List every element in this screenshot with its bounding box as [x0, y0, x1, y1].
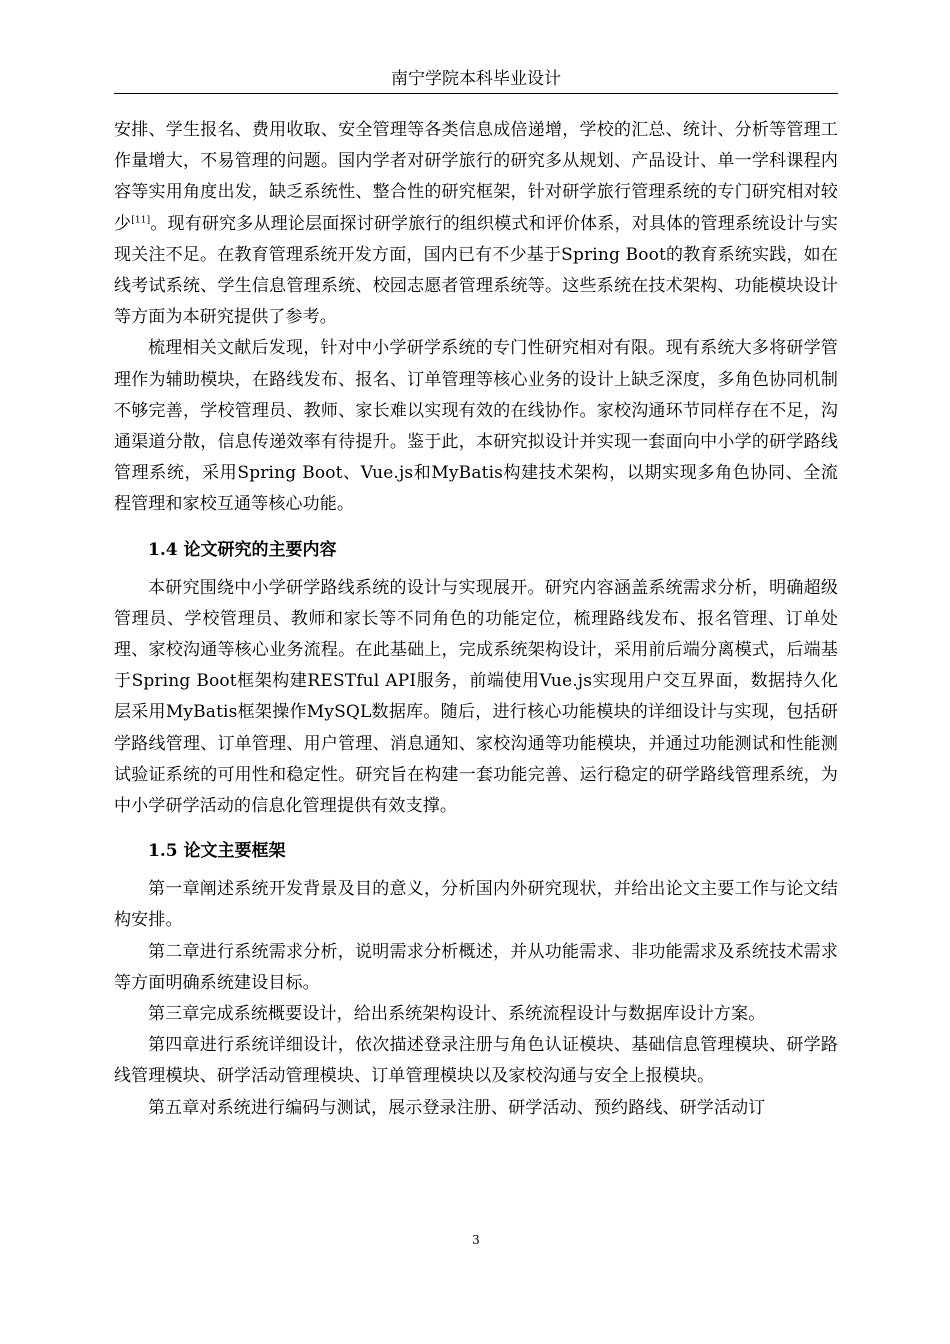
paragraph: 第四章进行系统详细设计，依次描述登录注册与角色认证模块、基础信息管理模块、研学路线管理模块、研学活动管理模块、订单管理模块以及家校沟通与安全上报模块。: [114, 1035, 838, 1087]
paragraph: 第二章进行系统需求分析，说明需求分析概述，并从功能需求、非功能需求及系统技术需求等方面明确系统建设目标。: [114, 941, 838, 993]
running-header: 南宁学院本科毕业设计: [391, 69, 561, 89]
paragraph-continued: [114, 115, 838, 333]
paragraph: 第三章完成系统概要设计，给出系统架构设计、系统流程设计与数据库设计方案。: [148, 1004, 766, 1025]
citation-ref: [11]: [131, 214, 151, 225]
page-body: [114, 115, 838, 1124]
paragraph-text: 安排、学生报名、费用收取、安全管理等各类信息成倍递增，学校的汇总、统计、分析等管理工作量增大，不易管理的问题。国内学者对研学旅行的研究多从规划、产品设计、单一学科课程内容等实用角度出发，缺乏系统性、整合性的研究框架，针对研学旅行管理系统的专门研究相对较少: [114, 120, 838, 234]
paragraph: 梳理相关文献后发现，针对中小学研学系统的专门性研究相对有限。现有系统大多将研学管理作为辅助模块，在路线发布、报名、订单管理等核心业务的设计上缺乏深度，多角色协同机制不够完善，学校管理员、教师、家长难以实现有效的在线协作。家校沟通环节同样存在不足，沟通渠道分散，信息传递效率有待提升。鉴于此，本研究拟设计并实现一套面向中小学的研学路线管理系统，采用Spring Boot、Vue.js和MyBatis构建技术架构，以期实现多角色协同、全流程管理和家校互通等核心功能。: [114, 338, 838, 515]
section-heading-1-4: 1.4 论文研究的主要内容: [148, 539, 337, 560]
paragraph: 第五章对系统进行编码与测试，展示登录注册、研学活动、预约路线、研学活动订: [148, 1097, 766, 1118]
paragraph-text: 。现有研究多从理论层面探讨研学旅行的组织模式和评价体系，对具体的管理系统设计与实现关注不足。在教育管理系统开发方面，国内已有不少基于Spring Boot的教育系统实践，如在线考试系统、学生信息管理系统、校园志愿者管理系统等。这些系统在技术架构、功能模块设计等方面为本研究提供了参考。: [114, 213, 839, 328]
paragraph: 本研究围绕中小学研学路线系统的设计与实现展开。研究内容涵盖系统需求分析，明确超级管理员、学校管理员、教师和家长等不同角色的功能定位，梳理路线发布、报名管理、订单处理、家校沟通等核心业务流程。在此基础上，完成系统架构设计，采用前后端分离模式，后端基于Spring Boot框架构建RESTful API服务，前端使用Vue.js实现用户交互界面，数据持久化层采用MyBatis框架操作MySQL数据库。随后，进行核心功能模块的详细设计与实现，包括研学路线管理、订单管理、用户管理、消息通知、家校沟通等功能模块，并通过功能测试和性能测试验证系统的可用性和稳定性。研究旨在构建一套功能完善、运行稳定的研学路线管理系统，为中小学研学活动的信息化管理提供有效支撑。: [114, 577, 838, 817]
paragraph: 第一章阐述系统开发背景及目的意义，分析国内外研究现状，并给出论文主要工作与论文结构安排。: [114, 879, 838, 931]
header-rule: [114, 93, 838, 94]
section-heading-1-5: 1.5 论文主要框架: [148, 841, 286, 862]
page-number: 3: [472, 1233, 480, 1247]
